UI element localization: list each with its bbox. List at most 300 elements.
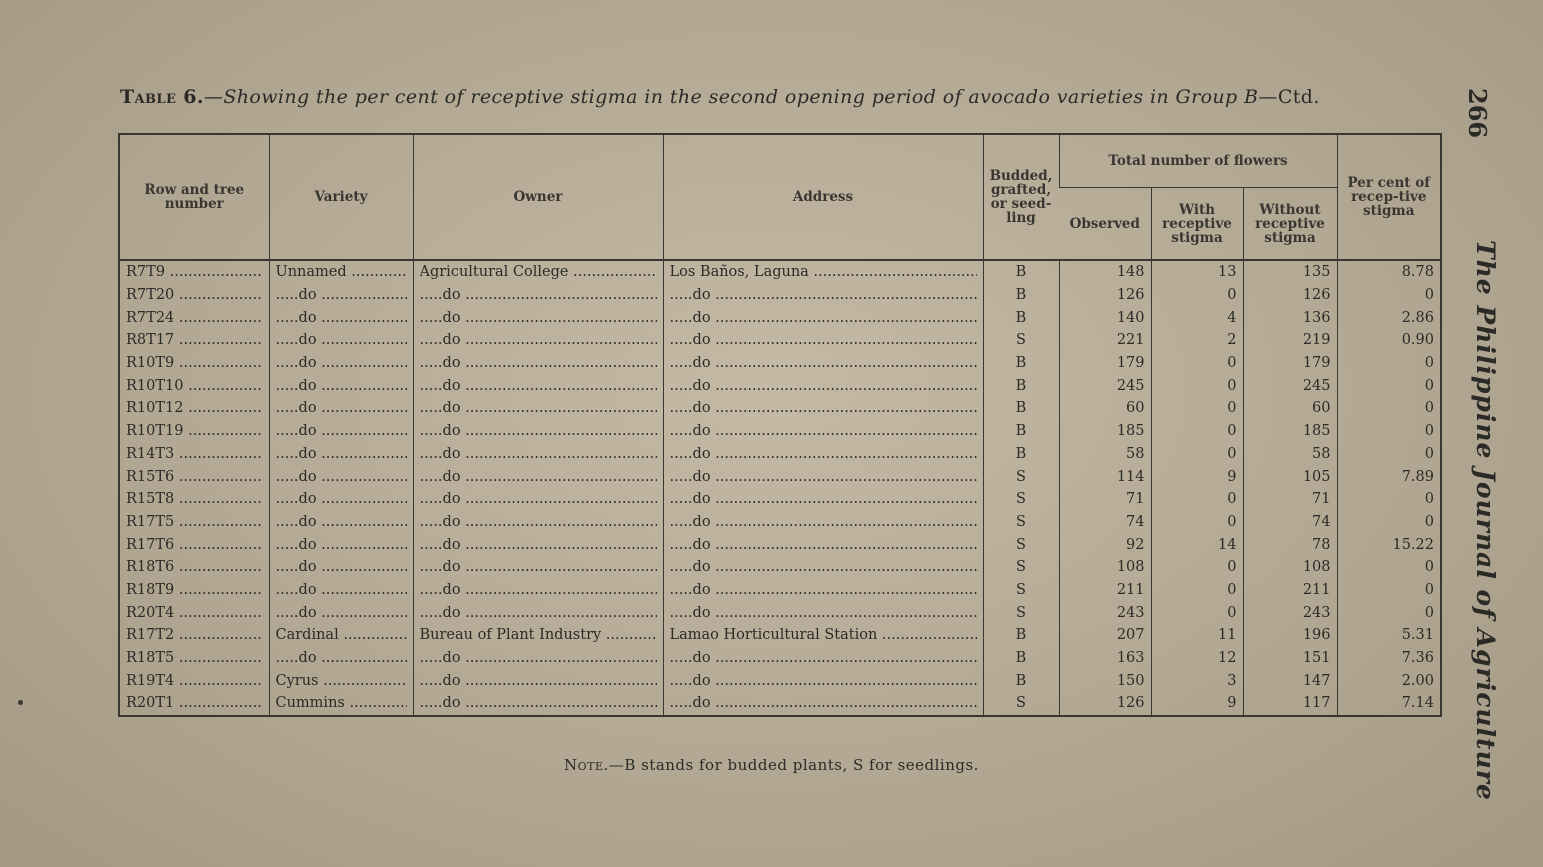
- ditto-leader: .....: [275, 650, 299, 667]
- cell-address: [663, 329, 983, 352]
- cell-type: [983, 306, 1059, 329]
- cell-variety-text: do: [298, 355, 317, 372]
- table-row: [119, 306, 1441, 329]
- cell-without-receptive-text: 185: [1302, 423, 1331, 440]
- cell-per-cent: [1337, 533, 1441, 556]
- cell-address-text: Lamao Horticultural Station: [669, 627, 878, 644]
- cell-type: [983, 352, 1059, 375]
- cell-address: [663, 692, 983, 716]
- cell-type-text: S: [1016, 536, 1026, 553]
- cell-variety-text: do: [298, 536, 317, 553]
- table-row: [119, 533, 1441, 556]
- ditto-leader: .....: [275, 423, 299, 440]
- cell-address-leader: [670, 579, 977, 601]
- cell-tree: [119, 443, 269, 466]
- cell-tree-leader: [126, 534, 263, 556]
- cell-without-receptive-text: 58: [1312, 445, 1331, 462]
- cell-without-receptive: [1243, 374, 1337, 397]
- cell-address-leader: [670, 284, 977, 306]
- cell-owner: [413, 284, 663, 307]
- cell-with-receptive: [1151, 579, 1243, 602]
- cell-variety-text: do: [298, 604, 317, 621]
- ditto-leader: .....: [669, 513, 693, 530]
- cell-variety-leader: [276, 579, 407, 601]
- cell-observed: [1059, 260, 1151, 284]
- cell-type-text: B: [1015, 672, 1027, 689]
- cell-observed: [1059, 329, 1151, 352]
- cell-observed: [1059, 488, 1151, 511]
- cell-with-receptive-text: 9: [1227, 695, 1237, 712]
- header-with-receptive: With receptive stigma: [1151, 188, 1243, 261]
- cell-variety: [269, 443, 413, 466]
- cell-tree: [119, 533, 269, 556]
- cell-with-receptive-text: 0: [1227, 559, 1237, 576]
- cell-tree-text: R17T5: [126, 513, 175, 530]
- cell-address-text: do: [692, 536, 711, 553]
- cell-per-cent: [1337, 669, 1441, 692]
- cell-observed: [1059, 420, 1151, 443]
- cell-per-cent: [1337, 352, 1441, 375]
- cell-with-receptive: [1151, 397, 1243, 420]
- cell-variety-leader: [276, 352, 407, 374]
- ditto-leader: .....: [669, 468, 693, 485]
- cell-tree-leader: [126, 556, 263, 578]
- cell-with-receptive-text: 0: [1227, 445, 1237, 462]
- cell-type-text: B: [1015, 287, 1027, 304]
- cell-owner-leader: [420, 261, 657, 283]
- cell-without-receptive-text: 245: [1302, 377, 1331, 394]
- cell-per-cent-text: 0: [1424, 445, 1434, 462]
- cell-address-leader: [670, 420, 977, 442]
- ditto-leader: .....: [669, 491, 693, 508]
- cell-per-cent-text: 0: [1424, 513, 1434, 530]
- ditto-leader: .....: [275, 445, 299, 462]
- cell-observed-text: 211: [1116, 581, 1145, 598]
- cell-owner: [413, 692, 663, 716]
- table-row: [119, 692, 1441, 716]
- ditto-leader: .....: [419, 581, 443, 598]
- cell-variety-leader: [276, 556, 407, 578]
- cell-observed: [1059, 443, 1151, 466]
- cell-owner-text: do: [442, 377, 461, 394]
- ditto-leader: .....: [275, 513, 299, 530]
- ditto-leader: .....: [419, 468, 443, 485]
- cell-address-text: do: [692, 309, 711, 326]
- cell-variety: [269, 647, 413, 670]
- cell-variety: [269, 692, 413, 716]
- cell-without-receptive: [1243, 669, 1337, 692]
- table-caption: [120, 86, 1430, 108]
- cell-without-receptive-text: 147: [1302, 672, 1331, 689]
- cell-variety-leader: [276, 647, 407, 669]
- cell-variety: [269, 533, 413, 556]
- cell-tree: [119, 284, 269, 307]
- cell-variety-leader: [276, 307, 407, 329]
- cell-tree: [119, 374, 269, 397]
- cell-address-text: do: [692, 581, 711, 598]
- cell-per-cent: [1337, 374, 1441, 397]
- cell-type-text: S: [1016, 491, 1026, 508]
- cell-per-cent-text: 15.22: [1392, 536, 1434, 553]
- ditto-leader: .....: [669, 695, 693, 712]
- cell-type: [983, 329, 1059, 352]
- cell-owner: [413, 420, 663, 443]
- cell-with-receptive: [1151, 624, 1243, 647]
- cell-observed: [1059, 511, 1151, 534]
- cell-per-cent-text: 7.89: [1401, 468, 1434, 485]
- cell-type: [983, 260, 1059, 284]
- cell-type: [983, 397, 1059, 420]
- cell-owner: [413, 374, 663, 397]
- cell-variety-text: do: [298, 400, 317, 417]
- cell-type: [983, 669, 1059, 692]
- cell-with-receptive: [1151, 306, 1243, 329]
- cell-observed-text: 126: [1116, 695, 1145, 712]
- cell-owner-text: do: [442, 559, 461, 576]
- ditto-leader: .....: [419, 513, 443, 530]
- ditto-leader: .....: [419, 445, 443, 462]
- cell-address-text: do: [692, 400, 711, 417]
- cell-tree-leader: [126, 579, 263, 601]
- cell-address-text: do: [692, 604, 711, 621]
- table-row: [119, 556, 1441, 579]
- cell-observed: [1059, 624, 1151, 647]
- cell-observed: [1059, 601, 1151, 624]
- cell-with-receptive: [1151, 511, 1243, 534]
- cell-type-text: B: [1015, 445, 1027, 462]
- cell-variety-text: do: [298, 491, 317, 508]
- cell-with-receptive-text: 0: [1227, 491, 1237, 508]
- cell-owner-text: do: [442, 581, 461, 598]
- cell-tree: [119, 397, 269, 420]
- cell-per-cent: [1337, 443, 1441, 466]
- cell-owner-leader: [420, 466, 657, 488]
- ditto-leader: .....: [275, 581, 299, 598]
- cell-address: [663, 260, 983, 284]
- ditto-leader: .....: [669, 445, 693, 462]
- cell-per-cent-text: 2.00: [1401, 672, 1434, 689]
- cell-owner-leader: [420, 624, 657, 646]
- cell-with-receptive-text: 14: [1218, 536, 1237, 553]
- header-variety: Variety: [269, 134, 413, 260]
- cell-address: [663, 306, 983, 329]
- table-row: [119, 374, 1441, 397]
- cell-per-cent: [1337, 306, 1441, 329]
- cell-tree-leader: [126, 511, 263, 533]
- cell-tree: [119, 556, 269, 579]
- cell-variety: [269, 465, 413, 488]
- cell-variety: [269, 374, 413, 397]
- ditto-leader: .....: [275, 377, 299, 394]
- cell-without-receptive-text: 211: [1302, 581, 1331, 598]
- cell-owner-text: do: [442, 400, 461, 417]
- cell-variety: [269, 488, 413, 511]
- cell-without-receptive-text: 136: [1302, 309, 1331, 326]
- table-row: [119, 624, 1441, 647]
- cell-address-leader: [670, 534, 977, 556]
- ditto-leader: .....: [275, 355, 299, 372]
- cell-with-receptive: [1151, 465, 1243, 488]
- ditto-leader: .....: [419, 332, 443, 349]
- cell-with-receptive: [1151, 556, 1243, 579]
- cell-owner-text: do: [442, 695, 461, 712]
- cell-owner-leader: [420, 284, 657, 306]
- cell-variety-text: do: [298, 468, 317, 485]
- cell-owner-text: do: [442, 672, 461, 689]
- cell-without-receptive-text: 108: [1302, 559, 1331, 576]
- ditto-leader: .....: [669, 355, 693, 372]
- cell-observed: [1059, 306, 1151, 329]
- ditto-leader: .....: [275, 536, 299, 553]
- ditto-leader: .....: [419, 695, 443, 712]
- cell-tree: [119, 260, 269, 284]
- ditto-leader: .....: [419, 650, 443, 667]
- cell-owner: [413, 511, 663, 534]
- header-address: Address: [663, 134, 983, 260]
- cell-address: [663, 556, 983, 579]
- cell-observed-text: 108: [1116, 559, 1145, 576]
- cell-observed-text: 74: [1126, 513, 1145, 530]
- cell-variety-text: do: [298, 309, 317, 326]
- cell-without-receptive-text: 243: [1302, 604, 1331, 621]
- cell-observed: [1059, 284, 1151, 307]
- cell-type: [983, 533, 1059, 556]
- cell-tree-text: R17T2: [126, 627, 175, 644]
- cell-tree-leader: [126, 261, 263, 283]
- cell-without-receptive-text: 219: [1302, 332, 1331, 349]
- cell-variety-text: do: [298, 423, 317, 440]
- cell-tree-leader: [126, 397, 263, 419]
- cell-owner: [413, 533, 663, 556]
- cell-per-cent-text: 0: [1424, 355, 1434, 372]
- cell-observed-text: 126: [1116, 287, 1145, 304]
- cell-address: [663, 669, 983, 692]
- cell-tree-text: R14T3: [126, 445, 175, 462]
- cell-variety-text: do: [298, 559, 317, 576]
- cell-owner-leader: [420, 556, 657, 578]
- cell-owner-text: do: [442, 355, 461, 372]
- cell-variety: [269, 669, 413, 692]
- cell-with-receptive-text: 0: [1227, 513, 1237, 530]
- cell-owner-text: do: [442, 423, 461, 440]
- cell-owner-text: do: [442, 604, 461, 621]
- cell-observed: [1059, 397, 1151, 420]
- cell-with-receptive-text: 9: [1227, 468, 1237, 485]
- cell-address: [663, 488, 983, 511]
- cell-with-receptive-text: 0: [1227, 377, 1237, 394]
- cell-variety-leader: [276, 624, 407, 646]
- ditto-leader: .....: [275, 491, 299, 508]
- cell-type-text: S: [1016, 559, 1026, 576]
- cell-per-cent: [1337, 601, 1441, 624]
- cell-observed-text: 92: [1126, 536, 1145, 553]
- cell-with-receptive: [1151, 669, 1243, 692]
- cell-address-leader: [670, 329, 977, 351]
- cell-owner: [413, 669, 663, 692]
- cell-owner-leader: [420, 443, 657, 465]
- ditto-leader: .....: [669, 423, 693, 440]
- cell-without-receptive: [1243, 352, 1337, 375]
- cell-with-receptive: [1151, 488, 1243, 511]
- cell-owner-text: do: [442, 468, 461, 485]
- cell-owner-text: do: [442, 536, 461, 553]
- cell-tree-text: R19T4: [126, 672, 175, 689]
- cell-per-cent-text: 0: [1424, 491, 1434, 508]
- header-owner: Owner: [413, 134, 663, 260]
- table-row: [119, 465, 1441, 488]
- ditto-leader: .....: [275, 604, 299, 621]
- cell-variety-leader: [276, 488, 407, 510]
- note-label: Note.: [564, 756, 609, 774]
- header-without-receptive: Without receptive stigma: [1243, 188, 1337, 261]
- cell-type: [983, 488, 1059, 511]
- cell-tree: [119, 624, 269, 647]
- cell-address-leader: [670, 375, 977, 397]
- cell-tree-text: R18T5: [126, 650, 175, 667]
- cell-tree-text: R10T10: [126, 377, 184, 394]
- cell-owner: [413, 579, 663, 602]
- cell-observed-text: 150: [1116, 672, 1145, 689]
- cell-without-receptive-text: 196: [1302, 627, 1331, 644]
- cell-tree: [119, 420, 269, 443]
- cell-type: [983, 465, 1059, 488]
- cell-tree-text: R18T9: [126, 581, 175, 598]
- cell-type-text: S: [1016, 695, 1026, 712]
- ditto-leader: .....: [419, 309, 443, 326]
- cell-observed-text: 114: [1116, 468, 1145, 485]
- cell-per-cent-text: 7.36: [1401, 650, 1434, 667]
- cell-variety-leader: [276, 397, 407, 419]
- cell-address-leader: [670, 602, 977, 624]
- ditto-leader: .....: [275, 309, 299, 326]
- cell-address-text: do: [692, 672, 711, 689]
- cell-tree: [119, 465, 269, 488]
- cell-address-leader: [670, 261, 977, 283]
- cell-observed-text: 245: [1116, 377, 1145, 394]
- cell-tree: [119, 306, 269, 329]
- cell-variety: [269, 579, 413, 602]
- cell-tree-text: R15T6: [126, 468, 175, 485]
- cell-variety-text: do: [298, 332, 317, 349]
- cell-tree-leader: [126, 624, 263, 646]
- ditto-leader: .....: [669, 400, 693, 417]
- ditto-leader: .....: [669, 581, 693, 598]
- cell-variety-leader: [276, 261, 407, 283]
- cell-tree-leader: [126, 647, 263, 669]
- cell-type: [983, 374, 1059, 397]
- header-row-tree: Row and tree number: [119, 134, 269, 260]
- cell-tree: [119, 669, 269, 692]
- cell-type: [983, 601, 1059, 624]
- cell-owner-leader: [420, 420, 657, 442]
- cell-observed: [1059, 533, 1151, 556]
- ditto-leader: .....: [275, 559, 299, 576]
- cell-owner-leader: [420, 352, 657, 374]
- cell-owner-text: Agricultural College: [419, 264, 569, 281]
- cell-per-cent-text: 0: [1424, 423, 1434, 440]
- cell-type: [983, 624, 1059, 647]
- cell-variety-leader: [276, 443, 407, 465]
- cell-per-cent-text: 8.78: [1401, 264, 1434, 281]
- cell-address-leader: [670, 488, 977, 510]
- ditto-leader: .....: [419, 536, 443, 553]
- cell-variety-leader: [276, 420, 407, 442]
- cell-with-receptive-text: 0: [1227, 287, 1237, 304]
- cell-owner-text: Bureau of Plant Industry: [419, 627, 602, 644]
- cell-per-cent-text: 0: [1424, 377, 1434, 394]
- data-table: [118, 133, 1442, 717]
- cell-with-receptive: [1151, 284, 1243, 307]
- header-total-flowers: Total number of flowers: [1059, 134, 1337, 188]
- cell-owner-leader: [420, 397, 657, 419]
- cell-variety: [269, 329, 413, 352]
- cell-owner: [413, 624, 663, 647]
- cell-address: [663, 443, 983, 466]
- cell-type: [983, 647, 1059, 670]
- cell-observed-text: 71: [1126, 491, 1145, 508]
- cell-type-text: B: [1015, 627, 1027, 644]
- cell-owner-text: do: [442, 650, 461, 667]
- cell-tree-text: R15T8: [126, 491, 175, 508]
- cell-without-receptive-text: 105: [1302, 468, 1331, 485]
- cell-address-leader: [670, 511, 977, 533]
- cell-type: [983, 579, 1059, 602]
- cell-owner: [413, 488, 663, 511]
- cell-with-receptive: [1151, 329, 1243, 352]
- cell-tree: [119, 488, 269, 511]
- cell-tree-leader: [126, 420, 263, 442]
- cell-tree-leader: [126, 488, 263, 510]
- cell-with-receptive-text: 13: [1218, 264, 1237, 281]
- cell-per-cent: [1337, 397, 1441, 420]
- cell-address: [663, 352, 983, 375]
- cell-per-cent: [1337, 692, 1441, 716]
- table-row: [119, 511, 1441, 534]
- table-label: Table 6.: [120, 86, 204, 108]
- cell-per-cent-text: 7.14: [1401, 695, 1434, 712]
- ditto-leader: .....: [419, 287, 443, 304]
- cell-observed: [1059, 692, 1151, 716]
- cell-variety-text: Unnamed: [275, 264, 347, 281]
- cell-owner-text: do: [442, 491, 461, 508]
- ditto-leader: .....: [669, 536, 693, 553]
- cell-without-receptive: [1243, 420, 1337, 443]
- cell-observed-text: 60: [1126, 400, 1145, 417]
- cell-without-receptive: [1243, 465, 1337, 488]
- ditto-leader: .....: [669, 650, 693, 667]
- cell-with-receptive: [1151, 443, 1243, 466]
- cell-per-cent-text: 0: [1424, 559, 1434, 576]
- cell-observed: [1059, 352, 1151, 375]
- cell-address-text: do: [692, 445, 711, 462]
- ditto-leader: .....: [419, 377, 443, 394]
- cell-variety: [269, 397, 413, 420]
- cell-owner: [413, 556, 663, 579]
- table-body: [119, 260, 1441, 716]
- cell-type-text: B: [1015, 400, 1027, 417]
- cell-variety-text: Cardinal: [275, 627, 339, 644]
- cell-owner-leader: [420, 534, 657, 556]
- cell-tree-text: R20T1: [126, 695, 175, 712]
- cell-tree-text: R10T12: [126, 400, 184, 417]
- cell-per-cent: [1337, 420, 1441, 443]
- cell-tree: [119, 579, 269, 602]
- cell-type-text: B: [1015, 309, 1027, 326]
- table-row: [119, 443, 1441, 466]
- cell-owner-leader: [420, 375, 657, 397]
- cell-with-receptive: [1151, 420, 1243, 443]
- header-observed: Observed: [1059, 188, 1151, 261]
